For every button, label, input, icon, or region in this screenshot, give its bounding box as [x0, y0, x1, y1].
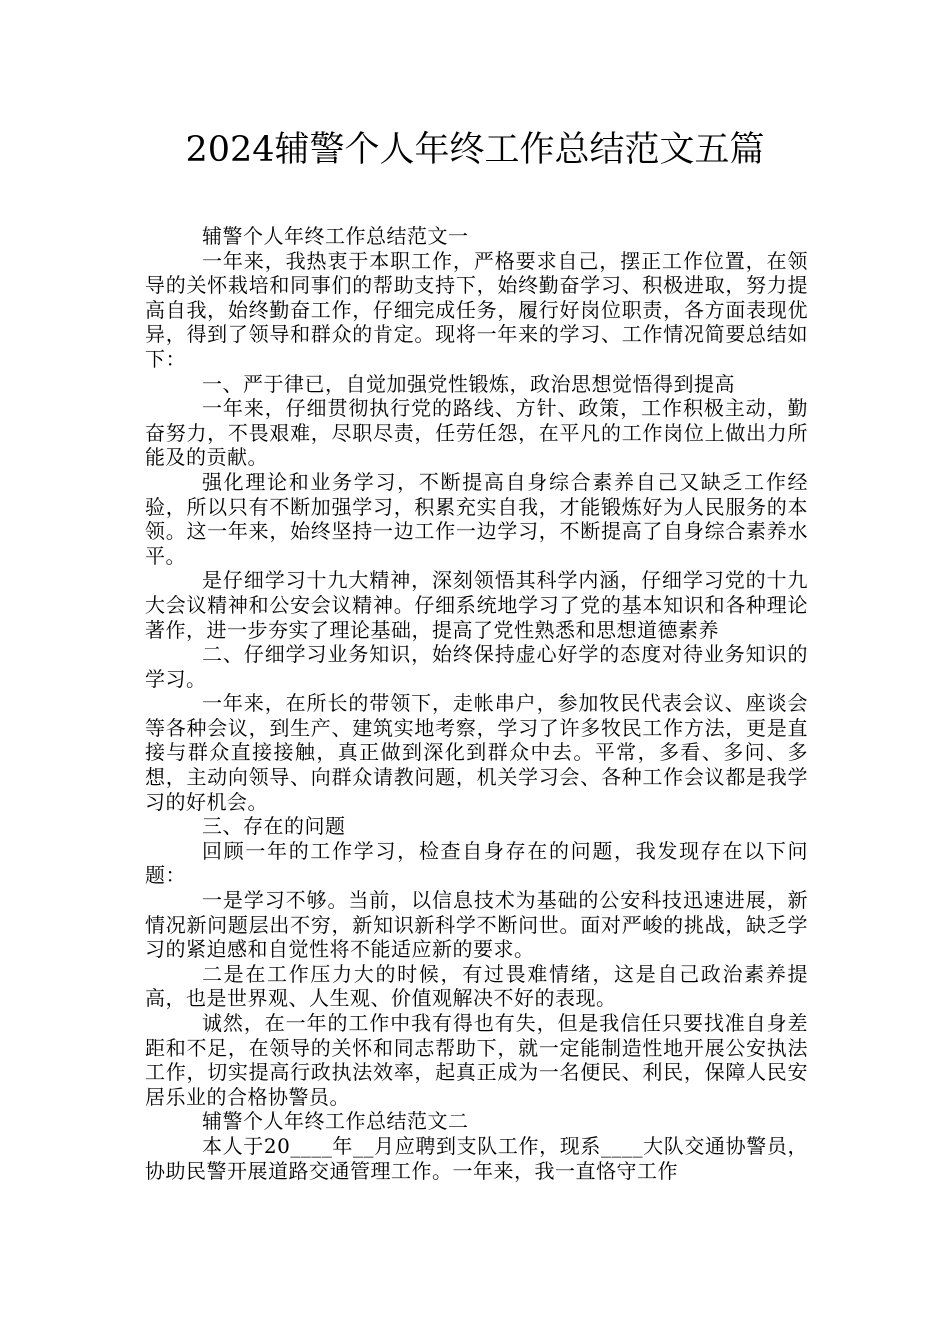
paragraph: 强化理论和业务学习，不断提高自身综合素养自己又缺乏工作经验，所以只有不断加强学习，积累充实自我，才能锻炼好为人民服务的本领。这一年来，始终坚持一边工作一边学习，不断提高了自身综合素养水平。	[145, 469, 808, 568]
paragraph: 一是学习不够。当前，以信息技术为基础的公安科技迅速进展，新情况新问题层出不穷，新知识新科学不断问世。面对严峻的挑战，缺乏学习的紧迫感和自觉性将不能适应新的要求。	[145, 888, 808, 962]
paragraph: 一年来，在所长的带领下，走帐串户，参加牧民代表会议、座谈会等各种会议，到生产、建筑实地考察，学习了许多牧民工作方法，更是直接与群众直接接触，真正做到深化到群众中去。平常，多看、多问、多想，主动向领导、向群众请教问题，机关学习会、各种工作会议都是我学习的好机会。	[145, 691, 808, 814]
subsection-heading: 一、严于律已，自觉加强党性锻炼，政治思想觉悟得到提高	[202, 371, 735, 396]
section-heading: 辅警个人年终工作总结范文二	[202, 1109, 469, 1134]
paragraph: 回顾一年的工作学习，检查自身存在的问题，我发现存在以下问题：	[145, 838, 808, 888]
subsection-heading: 三、存在的问题	[202, 814, 346, 839]
subsection-heading: 二、仔细学习业务知识，始终保持虚心好学的态度对待业务知识的学习。	[145, 642, 808, 691]
paragraph: 本人于20____年__月应聘到支队工作，现系____大队交通协警员，协助民警开展道路交通管理工作。一年来，我一直恪守工作	[145, 1133, 808, 1183]
section-heading: 辅警个人年终工作总结范文一	[202, 224, 469, 248]
paragraph: 一年来，仔细贯彻执行党的路线、方针、政策，工作积极主动，勤奋努力，不畏艰难，尽职尽责，任劳任怨，在平凡的工作岗位上做出力所能及的贡献。	[145, 396, 808, 470]
paragraph: 是仔细学习十九大精神，深刻领悟其科学内涵，仔细学习党的十九大会议精神和公安会议精神。仔细系统地学习了党的基本知识和各种理论著作，进一步夯实了理论基础，提高了党性熟悉和思想道德素养	[145, 568, 808, 642]
document-title: 2024辅警个人年终工作总结范文五篇	[185, 130, 765, 170]
paragraph: 一年来，我热衷于本职工作，严格要求自己，摆正工作位置，在领导的关怀栽培和同事们的帮助支持下，始终勤奋学习、积极进取，努力提高自我，始终勤奋工作，仔细完成任务，履行好岗位职责，各方面表现优异，得到了领导和群众的肯定。现将一年来的学习、工作情况简要总结如下：	[145, 248, 808, 371]
paragraph: 诚然，在一年的工作中我有得也有失，但是我信任只要找准自身差距和不足，在领导的关怀和同志帮助下，就一定能制造性地开展公安执法工作，切实提高行政执法效率，起真正成为一名便民、利民，保障人民安居乐业的合格协警员。	[145, 1011, 808, 1109]
document-body	[145, 224, 808, 1183]
paragraph: 二是在工作压力大的时候，有过畏难情绪，这是自己政治素养提高，也是世界观、人生观、价值观解决不好的表现。	[145, 961, 808, 1011]
